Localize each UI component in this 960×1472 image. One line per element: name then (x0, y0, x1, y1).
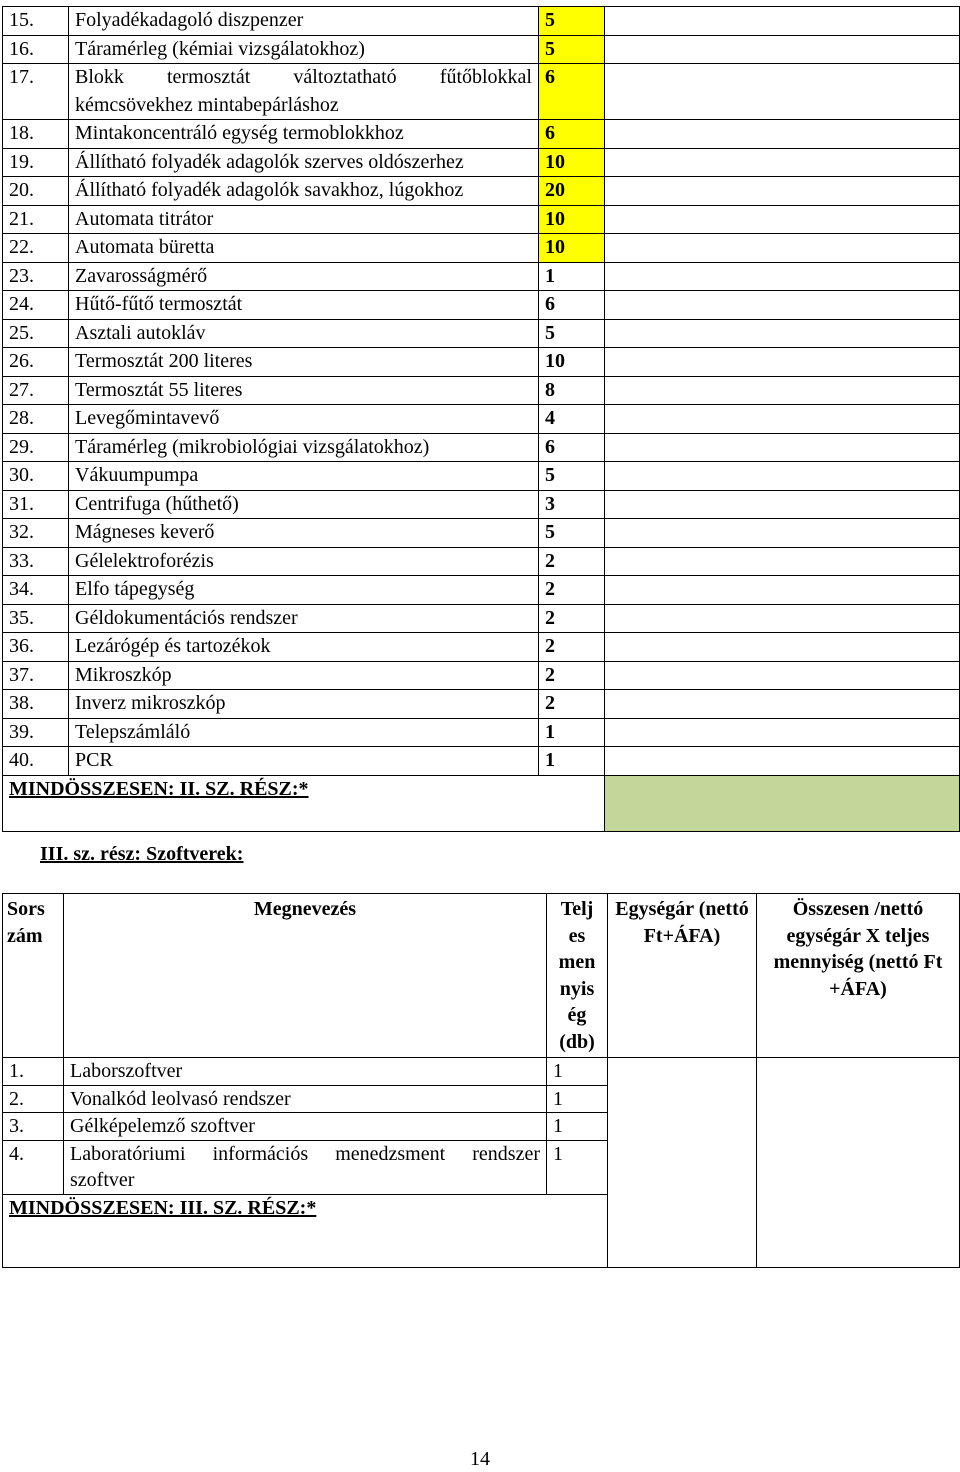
row-number: 23. (3, 262, 69, 291)
item-quantity: 6 (539, 64, 605, 120)
item-quantity: 1 (539, 262, 605, 291)
item-quantity: 1 (539, 747, 605, 776)
equipment-table-part2 (2, 6, 960, 832)
table-row (3, 633, 960, 662)
row-number: 37. (3, 661, 69, 690)
empty-cell (605, 234, 960, 263)
table-row (3, 661, 960, 690)
item-quantity: 1 (547, 1140, 608, 1194)
table-row (3, 747, 960, 776)
empty-cell (605, 348, 960, 377)
table-row (3, 177, 960, 206)
empty-cell (605, 633, 960, 662)
table-row (3, 576, 960, 605)
table-row (3, 519, 960, 548)
item-quantity: 10 (539, 234, 605, 263)
item-quantity: 10 (539, 348, 605, 377)
total-label: MINDÖSSZESEN: II. SZ. RÉSZ:* (3, 775, 539, 831)
item-name: Levegőmintavevő (69, 405, 539, 434)
item-name: Mágneses keverő (69, 519, 539, 548)
item-name: Telepszámláló (69, 718, 539, 747)
row-number: 29. (3, 433, 69, 462)
table-row (3, 348, 960, 377)
row-number: 17. (3, 64, 69, 120)
item-quantity: 2 (539, 690, 605, 719)
row-number: 27. (3, 376, 69, 405)
header-name: Megnevezés (64, 894, 547, 1058)
header-total: Összesen /nettó egységár X teljes mennyiség (nettó Ft +ÁFA) (757, 894, 960, 1058)
table-row (3, 376, 960, 405)
item-name: Laborszoftver (64, 1058, 547, 1086)
item-name: Termosztát 55 literes (69, 376, 539, 405)
table-row (3, 35, 960, 64)
empty-cell (605, 148, 960, 177)
item-name: Géldokumentációs rendszer (69, 604, 539, 633)
software-table-header-row (3, 894, 960, 1058)
header-quantity: Telj es men nyis ég (db) (547, 894, 608, 1058)
item-quantity: 2 (539, 604, 605, 633)
item-name: Állítható folyadék adagolók savakhoz, lúgokhoz (69, 177, 539, 206)
section-title-software: III. sz. rész: Szoftverek: (40, 843, 244, 865)
row-number: 40. (3, 747, 69, 776)
item-quantity: 3 (539, 490, 605, 519)
row-number: 18. (3, 120, 69, 149)
item-quantity: 6 (539, 120, 605, 149)
item-name: Állítható folyadék adagolók szerves oldószerhez (69, 148, 539, 177)
table-row (3, 64, 960, 120)
empty-cell (605, 690, 960, 719)
item-name: Gélelektroforézis (69, 547, 539, 576)
empty-cell (605, 490, 960, 519)
empty-cell (605, 661, 960, 690)
item-name: PCR (69, 747, 539, 776)
empty-cell (605, 205, 960, 234)
item-name: Laboratóriumi információs menedzsment rendszer szoftver (64, 1140, 547, 1194)
table-row (3, 319, 960, 348)
row-number: 30. (3, 462, 69, 491)
row-number: 39. (3, 718, 69, 747)
item-name: Lezárógép és tartozékok (69, 633, 539, 662)
empty-cell (605, 747, 960, 776)
table-row (3, 120, 960, 149)
table-row (3, 205, 960, 234)
item-name: Vonalkód leolvasó rendszer (64, 1085, 547, 1113)
item-name: Automata büretta (69, 234, 539, 263)
row-number: 15. (3, 7, 69, 36)
item-quantity: 2 (539, 661, 605, 690)
item-quantity: 1 (547, 1113, 608, 1141)
empty-cell (605, 519, 960, 548)
row-number: 2. (3, 1085, 64, 1113)
item-name: Mikroszkóp (69, 661, 539, 690)
row-number: 34. (3, 576, 69, 605)
item-quantity: 20 (539, 177, 605, 206)
equipment-table-body (3, 7, 960, 832)
table-row (3, 547, 960, 576)
item-name: Inverz mikroszkóp (69, 690, 539, 719)
empty-cell (605, 376, 960, 405)
item-quantity: 6 (539, 433, 605, 462)
table-row (3, 433, 960, 462)
table-row (3, 462, 960, 491)
item-name: Zavarosságmérő (69, 262, 539, 291)
unit-price-cell (608, 1058, 757, 1268)
row-number: 38. (3, 690, 69, 719)
item-name: Asztali autokláv (69, 319, 539, 348)
row-number: 26. (3, 348, 69, 377)
row-number: 33. (3, 547, 69, 576)
row-number: 19. (3, 148, 69, 177)
row-number: 22. (3, 234, 69, 263)
empty-cell (605, 64, 960, 120)
item-name: Gélképelemző szoftver (64, 1113, 547, 1141)
row-number: 16. (3, 35, 69, 64)
table-row (3, 291, 960, 320)
row-number: 1. (3, 1058, 64, 1086)
item-quantity: 5 (539, 7, 605, 36)
total-price-cell (757, 1058, 960, 1268)
item-quantity: 6 (539, 291, 605, 320)
empty-cell (605, 120, 960, 149)
empty-cell (605, 177, 960, 206)
row-number: 20. (3, 177, 69, 206)
item-quantity: 2 (539, 633, 605, 662)
software-table-part3 (2, 893, 960, 1268)
item-name: Folyadékadagoló diszpenzer (69, 7, 539, 36)
empty-cell (539, 775, 605, 831)
row-number: 25. (3, 319, 69, 348)
item-name: Termosztát 200 literes (69, 348, 539, 377)
item-name: Táramérleg (mikrobiológiai vizsgálatokhoz) (69, 433, 539, 462)
empty-cell (605, 405, 960, 434)
empty-cell (605, 319, 960, 348)
table-row (3, 604, 960, 633)
row-number: 35. (3, 604, 69, 633)
empty-cell (605, 576, 960, 605)
empty-cell (605, 433, 960, 462)
empty-cell (605, 604, 960, 633)
empty-cell (605, 7, 960, 36)
item-quantity: 5 (539, 319, 605, 348)
total-label: MINDÖSSZESEN: III. SZ. RÉSZ:* (3, 1194, 547, 1267)
total-value-cell (605, 775, 960, 831)
row-number: 32. (3, 519, 69, 548)
item-quantity: 10 (539, 205, 605, 234)
row-number: 21. (3, 205, 69, 234)
item-quantity: 4 (539, 405, 605, 434)
item-name: Vákuumpumpa (69, 462, 539, 491)
item-quantity: 5 (539, 519, 605, 548)
item-quantity: 1 (547, 1058, 608, 1086)
table-row (3, 148, 960, 177)
row-number: 36. (3, 633, 69, 662)
item-quantity: 10 (539, 148, 605, 177)
table-row (3, 490, 960, 519)
total-row (3, 775, 960, 831)
empty-cell (605, 462, 960, 491)
empty-cell (605, 262, 960, 291)
item-name: Automata titrátor (69, 205, 539, 234)
table-row (3, 262, 960, 291)
item-quantity: 5 (539, 462, 605, 491)
table-row (3, 405, 960, 434)
item-name: Blokk termosztát változtatható fűtőblokkal kémcsövekhez mintabepárláshoz (69, 64, 539, 120)
row-number: 28. (3, 405, 69, 434)
software-table-body (3, 1058, 960, 1268)
item-name: Mintakoncentráló egység termoblokkhoz (69, 120, 539, 149)
row-number: 4. (3, 1140, 64, 1194)
item-quantity: 1 (547, 1085, 608, 1113)
table-row (3, 690, 960, 719)
table-row (3, 7, 960, 36)
empty-cell (605, 291, 960, 320)
table-row (3, 234, 960, 263)
item-name: Elfo tápegység (69, 576, 539, 605)
empty-cell (605, 35, 960, 64)
empty-cell (605, 547, 960, 576)
empty-cell (547, 1194, 608, 1267)
item-quantity: 8 (539, 376, 605, 405)
item-quantity: 5 (539, 35, 605, 64)
item-quantity: 2 (539, 576, 605, 605)
item-quantity: 1 (539, 718, 605, 747)
row-number: 3. (3, 1113, 64, 1141)
table-row (3, 718, 960, 747)
header-serial: Sors zám (3, 894, 64, 1058)
item-name: Táramérleg (kémiai vizsgálatokhoz) (69, 35, 539, 64)
empty-cell (605, 718, 960, 747)
row-number: 24. (3, 291, 69, 320)
item-name: Centrifuga (hűthető) (69, 490, 539, 519)
table-row (3, 1058, 960, 1086)
page-number: 14 (470, 1448, 490, 1470)
item-name: Hűtő-fűtő termosztát (69, 291, 539, 320)
item-quantity: 2 (539, 547, 605, 576)
header-unit-price: Egységár (nettó Ft+ÁFA) (608, 894, 757, 1058)
row-number: 31. (3, 490, 69, 519)
